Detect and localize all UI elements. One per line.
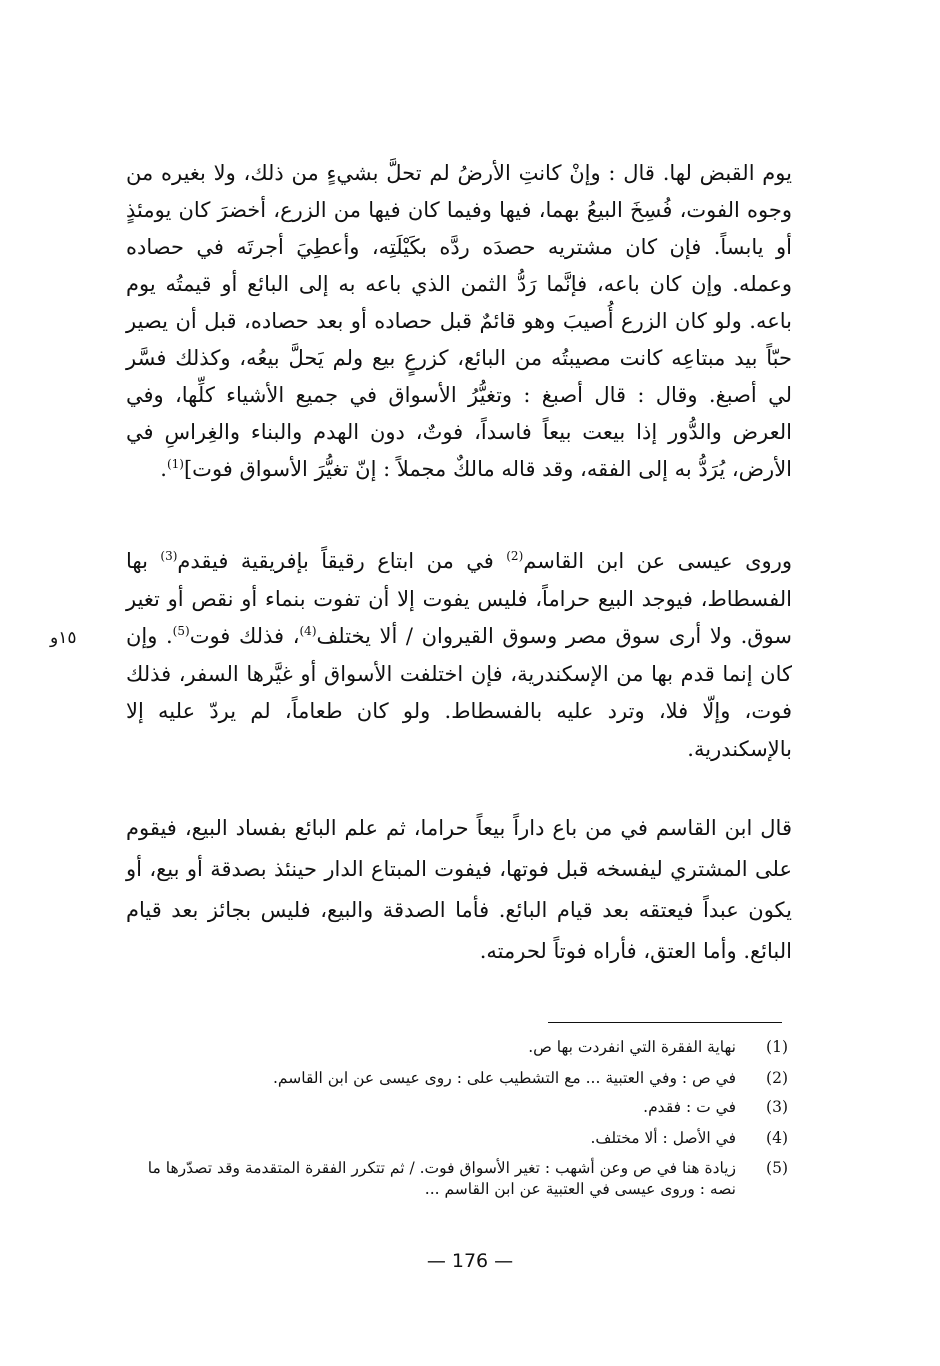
paragraph-3: قال ابن القاسم في من باع داراً بيعاً حراما، ثم علم البائع بفساد البيع، فيقوم على المشتري ليفسخه قبل فوتها، فيفوت المبتاع الدار حينئذ بصدقة أو بيع، أو يكون عبداً فيعتقه بعد قيام البائع. فأما الصدقة والبيع، فليس بجائز بعد قيام البائع. وأما العتق، فأراه فوتاً لحرمته. xyxy=(126,816,792,963)
folio-margin-note: ١٥و xyxy=(50,628,77,648)
footnote-ref-5: (5) xyxy=(172,624,190,638)
paragraph-2 xyxy=(126,543,792,768)
footnote-ref-1: (1) xyxy=(166,457,184,471)
footnote-text: في ص : وفي العتبية ... مع التشطيب على : روى عيسى عن ابن القاسم. xyxy=(273,1069,736,1087)
footnote-text: زيادة هنا في ص وعن أشهب : تغير الأسواق فوت. / ثم تتكرر الفقرة المتقدمة وقد تصدّرها ما نصه : وروى عيسى في العتبية عن ابن القاسم ... xyxy=(147,1159,736,1198)
footnote-number: (2) xyxy=(766,1069,788,1087)
footnote-3 xyxy=(120,1097,788,1118)
footnote-4 xyxy=(120,1128,788,1149)
page-number: — 176 — xyxy=(426,1250,514,1272)
paragraph-2-text-b: في من ابتاع رقيقاً بإفريقية فيقدم xyxy=(177,549,507,573)
footnote-text: في الأصل : ألا مختلف. xyxy=(590,1129,736,1147)
footnote-1 xyxy=(120,1037,788,1058)
footnote-text: في ت : فقدم. xyxy=(643,1098,736,1116)
footnote-text: نهاية الفقرة التي انفردت بها ص. xyxy=(528,1038,736,1056)
paragraph-1 xyxy=(126,155,792,488)
footnote-number: (1) xyxy=(766,1038,788,1056)
paragraph-2-text-e: . وإن كان إنما قدم بها من الإسكندرية، فإن اختلفت الأسواق أو غيَّرها السفر، فذلك فوت، وإلّا فلا، وترد عليه بالفسطاط. ولو كان طعاماً، لم يردّ عليه إلا بالإسكندرية. xyxy=(126,624,792,761)
paragraph-2-text-a: وروى عيسى عن ابن القاسم xyxy=(523,549,792,573)
footnote-ref-3: (3) xyxy=(160,549,178,563)
footnote-number: (4) xyxy=(766,1129,788,1147)
paragraph-1-text: يوم القبض لها. قال : وإنْ كانتِ الأرضُ لم تحلَّ بشيءٍ من ذلك، ولا بغيره من وجوه الفوت، فُسِخَ البيعُ بهما، فيها وفيما كان فيها من الزرع، أخضرَ كان يومئذٍ أو يابساً. فإن كان مشتريه حصدَه ردَّه بكَيْلَتِه، وأعطِيَ أجرتَه في حصاده وعمله. وإن كان باعه، فإنَّما رَدُّ الثمن الذي باعه به إلى البائع أو قيمتُه يوم باعه. ولو كان الزرع أُصيبَ وهو قائمٌ قبل حصاده أو بعد حصاده، قبل أن يصير حبّاً بيد مبتاعِه كانت مصيبتُه من البائع، كزرعٍ بيع ولم يَحلَّ بيعُه، وكذلك فسَّر لي أصبغ. وقال : قال أصبغ : وتغيُّرُ الأسواق في جميع الأشياء كلِّها، وفي العرض والدُّور إذا بيعت بيعاً فاسداً، فوتٌ، دون الهدم والبناء والغِراسِ في الأرض، يُرَدُّ به إلى الفقه، وقد قاله مالكٌ مجملاً : إنّ تغيُّرَ الأسواق فوت] xyxy=(126,161,792,481)
footnote-5 xyxy=(120,1158,788,1200)
footnote-ref-4: (4) xyxy=(299,624,317,638)
paragraph-2-text-c: بها الفسطاط، فيوجد البيع حراماً، فليس يفوت إلا أن تفوت بنماء أو نقص أو تغير سوق. ولا أرى سوق مصر وسوق القيروان / ألا يختلف xyxy=(126,549,792,648)
footnote-number: (5) xyxy=(766,1159,788,1177)
footnote-ref-2: (2) xyxy=(506,549,524,563)
footnote-number: (3) xyxy=(766,1098,788,1116)
paragraph-1-end: . xyxy=(160,457,167,481)
footnote-2 xyxy=(120,1068,788,1089)
footnote-divider xyxy=(548,1022,782,1023)
paragraph-2-text-d: ، فذلك فوت xyxy=(189,624,300,648)
